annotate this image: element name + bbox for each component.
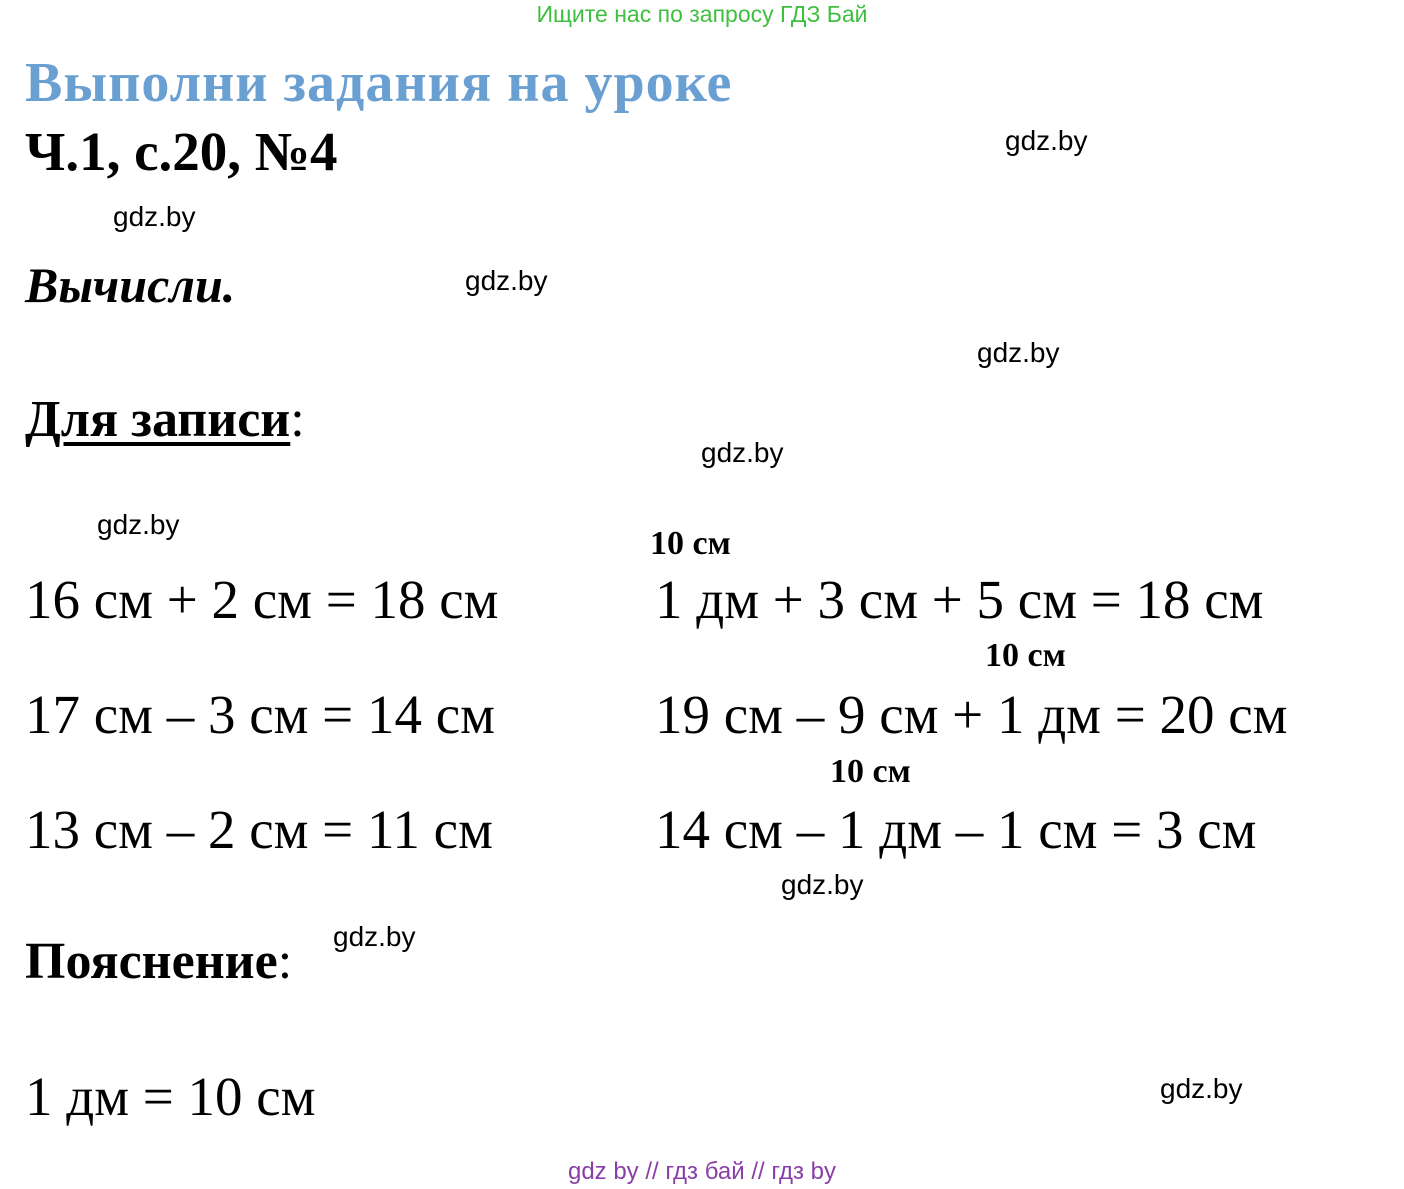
explanation-label-text: Пояснение [25, 933, 278, 990]
right-equation-3: 14 см – 1 дм – 1 см = 3 см [655, 799, 1257, 860]
footer-links: gdz by // гдз бай // гдз by [567, 1158, 837, 1185]
watermark: gdz.by [465, 265, 548, 296]
watermark: gdz.by [113, 201, 196, 232]
page-heading: Выполни задания на уроке [25, 52, 733, 114]
record-section-label [25, 390, 305, 450]
watermark: gdz.by [97, 509, 180, 540]
task-reference: Ч.1, с.20, №4 [25, 121, 338, 182]
watermark: gdz.by [333, 921, 416, 952]
conversion-note-3: 10 см [830, 753, 911, 790]
task-instruction: Вычисли. [25, 257, 236, 313]
watermark: gdz.by [977, 337, 1060, 368]
explanation-label-colon: : [277, 933, 293, 990]
explanation-section-label [25, 932, 292, 992]
record-label-colon: : [290, 391, 305, 448]
watermark: gdz.by [701, 437, 784, 468]
watermark: gdz.by [781, 869, 864, 900]
watermark: gdz.by [1160, 1073, 1243, 1104]
left-equation-3: 13 см – 2 см = 11 см [25, 799, 493, 860]
conversion-note-1: 10 см [650, 525, 731, 562]
record-label-text: Для записи [25, 391, 291, 448]
conversion-note-2: 10 см [985, 637, 1066, 674]
right-equation-1: 1 дм + 3 см + 5 см = 18 см [655, 569, 1264, 630]
watermark: gdz.by [1005, 125, 1088, 156]
left-equation-2: 17 см – 3 см = 14 см [25, 684, 495, 745]
right-equation-2: 19 см – 9 см + 1 дм = 20 см [655, 684, 1288, 745]
top-banner: Ищите нас по запросу ГДЗ Бай [536, 1, 868, 27]
left-equation-1: 16 см + 2 см = 18 см [25, 569, 499, 630]
explanation-equation: 1 дм = 10 см [25, 1066, 316, 1127]
